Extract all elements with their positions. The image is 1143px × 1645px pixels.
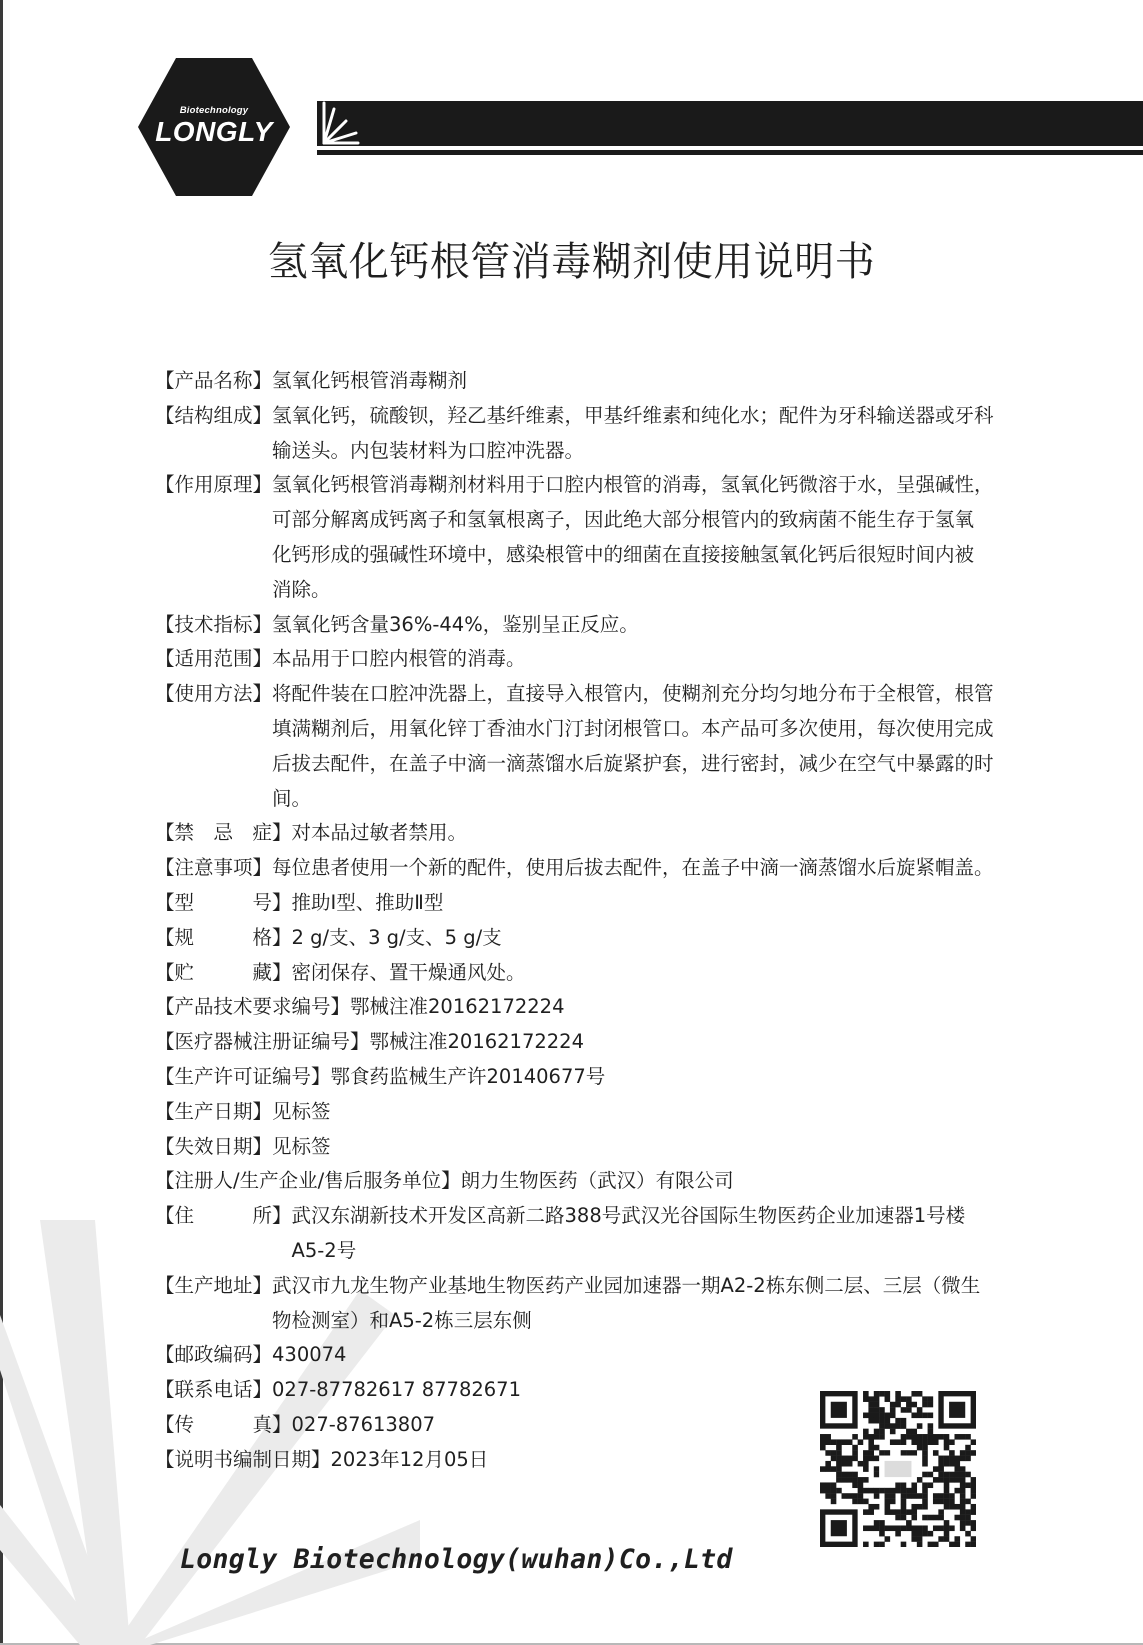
field-value: 氢氧化钙根管消毒糊剂	[272, 369, 468, 392]
field-label: 【贮 藏】	[155, 960, 292, 984]
company-name: Longly Biotechnology(wuhan)Co.,Ltd	[180, 1544, 733, 1575]
field-label: 【技术指标】	[155, 612, 273, 636]
field-value: 鄂械注准20162172224	[369, 1030, 584, 1054]
field-value: 每位患者使用一个新的配件，使用后拔去配件，在盖子中滴一滴蒸馏水后旋紧帽盖。	[272, 856, 994, 880]
field-label: 【生产日期】	[155, 1099, 273, 1123]
field-row	[155, 364, 1025, 399]
field-value: 见标签	[272, 1099, 331, 1123]
field-row	[155, 1164, 1025, 1199]
field-label: 【失效日期】	[155, 1134, 273, 1158]
field-row	[155, 1060, 1025, 1095]
field-row	[155, 608, 1025, 643]
field-value: 武汉市九龙生物产业基地生物医药产业园加速器一期A2-2栋东侧二层、三层（微生 物检测室）和A5-2栋三层东侧	[272, 1273, 981, 1332]
qr-code-icon	[820, 1391, 976, 1547]
field-row	[155, 468, 1025, 607]
field-label: 【注册人/生产企业/售后服务单位】	[155, 1169, 461, 1193]
field-label: 【生产地址】	[155, 1273, 273, 1297]
field-label: 【作用原理】	[155, 473, 273, 497]
field-value: 430074	[272, 1343, 347, 1367]
document-title: 氢氧化钙根管消毒糊剂使用说明书	[267, 239, 876, 285]
field-value: 对本品过敏者禁用。	[291, 821, 468, 845]
field-label: 【邮政编码】	[155, 1343, 273, 1367]
field-row	[155, 1338, 1025, 1373]
field-row	[155, 1095, 1025, 1130]
field-value: 武汉东湖新技术开发区高新二路388号武汉光谷国际生物医药企业加速器1号楼 A5-2号	[291, 1204, 966, 1262]
header-burst-icon	[318, 101, 363, 146]
field-row	[155, 990, 1025, 1025]
field-value: 氢氧化钙含量36%-44%，鉴别呈正反应。	[272, 612, 639, 636]
field-row	[155, 1269, 1025, 1339]
field-value: 氢氧化钙，硫酸钡，羟乙基纤维素，甲基纤维素和纯化水；配件为牙科输送器或牙科 输送头。内包装材料为口腔冲洗器。	[272, 403, 994, 462]
logo-tagline: Biotechnology	[179, 105, 249, 116]
field-label: 【联系电话】	[155, 1378, 273, 1402]
field-label: 【型 号】	[155, 890, 292, 914]
header-rule	[317, 150, 1143, 155]
field-value: 密闭保存、置干燥通风处。	[291, 960, 526, 984]
field-row	[155, 816, 1025, 851]
field-label: 【住 所】	[155, 1204, 292, 1228]
field-value: 见标签	[272, 1134, 331, 1158]
field-label: 【医疗器械注册证编号】	[155, 1030, 370, 1054]
field-value: 推助Ⅰ型、推助Ⅱ型	[291, 890, 444, 914]
field-label: 【禁 忌 症】	[155, 821, 292, 845]
field-label: 【说明书编制日期】	[155, 1447, 331, 1471]
header-bar	[317, 101, 1143, 146]
field-row	[155, 1199, 1025, 1269]
field-value: 2023年12月05日	[330, 1447, 489, 1471]
field-value: 鄂食药监械生产许20140677号	[330, 1064, 606, 1088]
field-row	[155, 921, 1025, 956]
field-label: 【产品名称】	[155, 369, 273, 392]
field-label: 【规 格】	[155, 925, 292, 949]
field-value: 氢氧化钙根管消毒糊剂材料用于口腔内根管的消毒，氢氧化钙微溶于水，呈强碱性， 可部分解离成钙离子和氢氧根离子，因此绝大部分根管内的致病菌不能生存于氢氧 化钙形成的强碱性环境中，感染根管中的细菌在直接接触氢氧化钙后很短时间内被 消除。	[272, 473, 994, 601]
field-label: 【产品技术要求编号】	[155, 995, 351, 1019]
field-row	[155, 399, 1025, 469]
field-row	[155, 642, 1025, 677]
longly-logo	[138, 58, 290, 196]
field-row	[155, 1130, 1025, 1165]
field-label: 【生产许可证编号】	[155, 1064, 331, 1088]
field-label: 【注意事项】	[155, 856, 273, 880]
field-label: 【使用方法】	[155, 682, 273, 706]
field-value: 本品用于口腔内根管的消毒。	[272, 647, 526, 671]
field-value: 027-87782617 87782671	[272, 1378, 521, 1402]
field-value: 朗力生物医药（武汉）有限公司	[460, 1169, 734, 1193]
field-value: 027-87613807	[291, 1412, 436, 1436]
field-label: 【适用范围】	[155, 647, 273, 671]
field-value: 2 g/支、3 g/支、5 g/支	[291, 925, 502, 949]
field-row	[155, 851, 1025, 886]
field-row	[155, 956, 1025, 991]
field-label: 【结构组成】	[155, 403, 273, 427]
field-value: 将配件装在口腔冲洗器上，直接导入根管内，使糊剂充分均匀地分布于全根管，根管 填满糊剂后，用氧化锌丁香油水门汀封闭根管口。本产品可多次使用，每次使用完成 后拔去配件，在盖子中滴一滴蒸馏水后旋紧护套，进行密封，减少在空气中暴露的时间。	[272, 682, 994, 810]
field-label: 【传 真】	[155, 1412, 292, 1436]
logo-brand: LONGLY	[155, 116, 273, 147]
field-value: 鄂械注准20162172224	[350, 995, 565, 1019]
instruction-fields	[155, 364, 1025, 1478]
field-row	[155, 1025, 1025, 1060]
field-row	[155, 886, 1025, 921]
field-row	[155, 677, 1025, 816]
